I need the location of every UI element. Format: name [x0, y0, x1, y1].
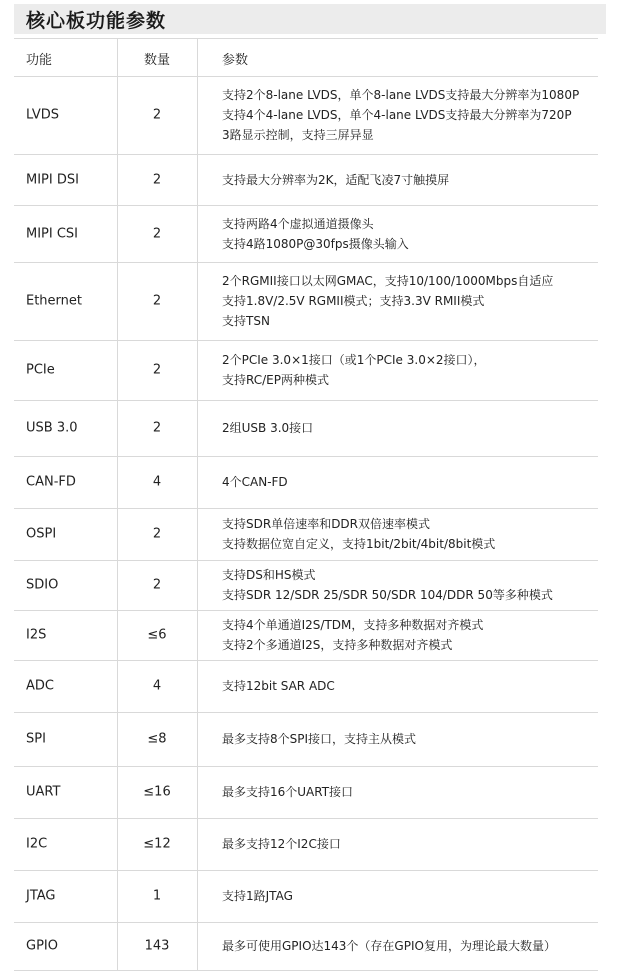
param-line: 最多可使用GPIO达143个（存在GPIO复用，为理论最大数量） — [222, 939, 556, 953]
table-row — [0, 340, 625, 400]
param-line: 最多支持8个SPI接口，支持主从模式 — [222, 732, 417, 746]
param-line: 3路显示控制，支持三屏异显 — [222, 128, 374, 142]
param-line: 支持2个8-lane LVDS，单个8-lane LVDS支持最大分辨率为1080P — [222, 88, 580, 102]
table-row — [0, 818, 625, 870]
column-divider — [197, 38, 198, 970]
cell-function: OSPI — [26, 526, 57, 542]
cell-quantity: 2 — [152, 577, 162, 593]
param-line: 2组USB 3.0接口 — [222, 421, 314, 435]
cell-quantity: 2 — [152, 107, 162, 123]
row-divider — [14, 766, 598, 767]
table-row — [0, 922, 625, 970]
cell-params — [222, 834, 341, 854]
cell-params — [222, 729, 416, 749]
cell-params — [222, 418, 313, 438]
row-divider — [14, 76, 598, 77]
row-divider — [14, 970, 598, 971]
param-line: 支持4路1080P@30fps摄像头输入 — [222, 236, 409, 251]
row-divider — [14, 610, 598, 611]
cell-quantity: 2 — [152, 362, 162, 378]
cell-function: SDIO — [26, 577, 59, 593]
cell-function: I2C — [26, 836, 48, 852]
column-divider — [117, 38, 118, 970]
table-row — [0, 660, 625, 712]
param-line: 支持两路4个虚拟通道摄像头 — [222, 216, 374, 231]
row-divider — [14, 818, 598, 819]
row-divider — [14, 560, 598, 561]
cell-quantity: 143 — [144, 938, 170, 954]
title-bar — [14, 4, 606, 34]
cell-function: PCIe — [26, 362, 55, 378]
cell-function: SPI — [26, 731, 46, 747]
param-line: 支持DS和HS模式 — [222, 568, 316, 582]
table-row — [0, 205, 625, 262]
cell-quantity: ≤16 — [143, 784, 171, 800]
table-row — [0, 456, 625, 508]
param-line: 4个CAN-FD — [222, 475, 288, 489]
table-row — [0, 400, 625, 456]
param-line: 2个RGMII接口以太网GMAC，支持10/100/1000Mbps自适应 — [222, 274, 554, 288]
cell-quantity: 2 — [152, 293, 162, 309]
cell-quantity: ≤8 — [147, 731, 167, 747]
row-divider — [14, 870, 598, 871]
param-line: 支持4个4-lane LVDS，单个4-lane LVDS支持最大分辨率为720P — [222, 108, 572, 122]
table-row — [0, 712, 625, 766]
header-function: 功能 — [26, 53, 53, 68]
cell-quantity: ≤12 — [143, 836, 171, 852]
cell-params — [222, 936, 556, 956]
param-line: 支持RC/EP两种模式 — [222, 373, 329, 387]
table-row — [0, 560, 625, 610]
cell-params — [222, 85, 579, 145]
cell-function: CAN-FD — [26, 474, 76, 490]
cell-quantity: ≤6 — [147, 627, 167, 643]
param-line: 支持1路JTAG — [222, 889, 293, 903]
row-divider — [14, 38, 598, 39]
table-row — [0, 870, 625, 922]
param-line: 支持SDR单倍速率和DDR双倍速率模式 — [222, 517, 431, 531]
cell-params — [222, 214, 409, 254]
cell-function: Ethernet — [26, 293, 82, 309]
row-divider — [14, 340, 598, 341]
cell-quantity: 2 — [152, 526, 162, 542]
row-divider — [14, 262, 598, 263]
page-title: 核心板功能参数 — [26, 10, 167, 32]
cell-quantity: 2 — [152, 172, 162, 187]
row-divider — [14, 508, 598, 509]
param-line: 支持最大分辨率为2K，适配飞凌7寸触摸屏 — [222, 172, 450, 187]
param-line: 支持2个多通道I2S，支持多种数据对齐模式 — [222, 638, 453, 652]
row-divider — [14, 922, 598, 923]
cell-quantity: 4 — [152, 678, 162, 694]
cell-params — [222, 472, 288, 492]
cell-quantity: 4 — [152, 474, 162, 490]
param-line: 支持4个单通道I2S/TDM，支持多种数据对齐模式 — [222, 618, 484, 632]
cell-params — [222, 886, 293, 906]
cell-function: ADC — [26, 678, 54, 694]
cell-quantity: 1 — [152, 888, 162, 904]
cell-params — [222, 170, 449, 190]
cell-function: MIPI DSI — [26, 172, 79, 187]
cell-params — [222, 676, 335, 696]
param-line: 支持12bit SAR ADC — [222, 679, 335, 693]
cell-function: GPIO — [26, 938, 58, 954]
param-line: 支持数据位宽自定义，支持1bit/2bit/4bit/8bit模式 — [222, 537, 496, 551]
row-divider — [14, 205, 598, 206]
table-row — [0, 262, 625, 340]
cell-params — [222, 782, 353, 802]
cell-quantity: 2 — [152, 420, 162, 436]
param-line: 最多支持16个UART接口 — [222, 785, 354, 799]
table-row — [0, 154, 625, 205]
cell-function: MIPI CSI — [26, 226, 79, 241]
row-divider — [14, 660, 598, 661]
cell-params — [222, 514, 495, 554]
row-divider — [14, 456, 598, 457]
table-row — [0, 508, 625, 560]
cell-function: USB 3.0 — [26, 420, 78, 436]
param-line: 2个PCIe 3.0×1接口（或1个PCIe 3.0×2接口）， — [222, 353, 486, 367]
param-line: 最多支持12个I2C接口 — [222, 837, 341, 851]
table-row — [0, 610, 625, 660]
cell-function: UART — [26, 784, 61, 800]
cell-params — [222, 615, 483, 655]
table-row — [0, 76, 625, 154]
table-header — [0, 38, 625, 76]
cell-quantity: 2 — [152, 226, 162, 241]
row-divider — [14, 712, 598, 713]
param-line: 支持SDR 12/SDR 25/SDR 50/SDR 104/DDR 50等多种模式 — [222, 588, 553, 602]
table-row — [0, 766, 625, 818]
cell-params — [222, 350, 486, 390]
header-quantity: 数量 — [143, 53, 170, 68]
cell-function: JTAG — [26, 888, 56, 904]
row-divider — [14, 400, 598, 401]
header-params: 参数 — [222, 53, 249, 68]
row-divider — [14, 154, 598, 155]
cell-function: LVDS — [26, 107, 59, 123]
cell-function: I2S — [26, 627, 47, 643]
param-line: 支持1.8V/2.5V RGMII模式；支持3.3V RMII模式 — [222, 294, 485, 308]
param-line: 支持TSN — [222, 314, 270, 328]
cell-params — [222, 271, 553, 331]
cell-params — [222, 565, 553, 605]
